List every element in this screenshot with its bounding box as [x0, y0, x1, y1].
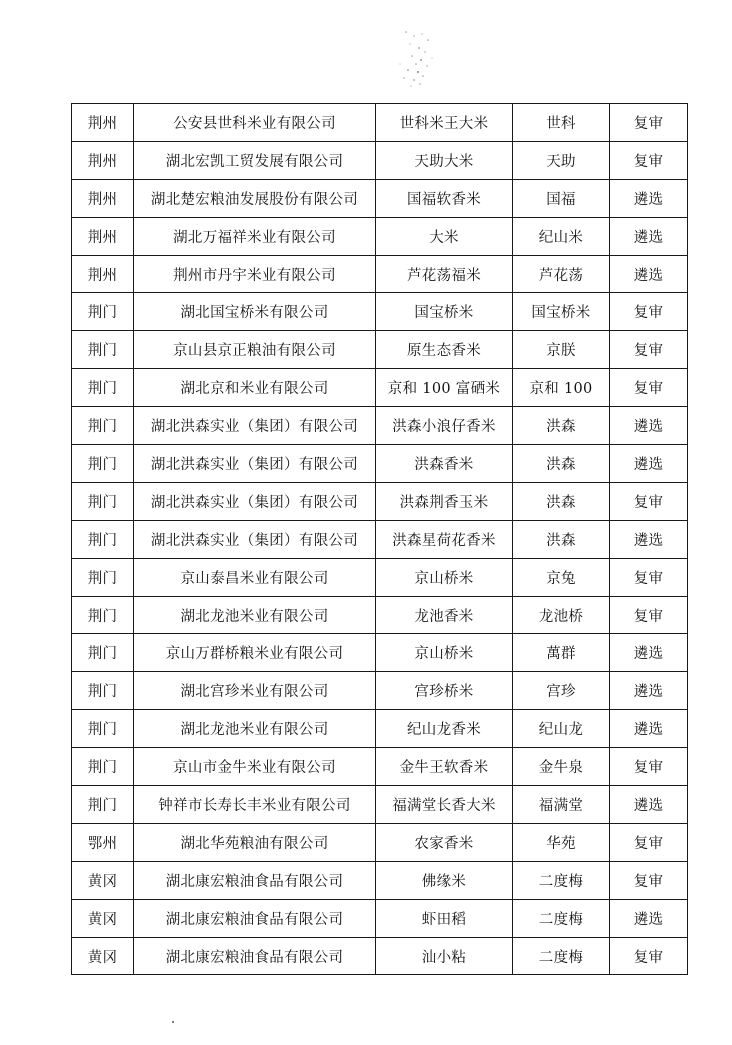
brand-cell: 芦花荡 [513, 255, 610, 293]
company-cell: 京山万群桥粮米业有限公司 [134, 634, 376, 672]
city-cell: 荆州 [72, 217, 134, 255]
status-cell: 复审 [610, 748, 688, 786]
table-row [72, 217, 688, 255]
brand-cell: 宫珍 [513, 672, 610, 710]
product-cell: 洪森星荷花香米 [376, 520, 513, 558]
city-cell: 荆门 [72, 331, 134, 369]
company-cell: 湖北康宏粮油食品有限公司 [134, 899, 376, 937]
table-row [72, 179, 688, 217]
product-cell: 农家香米 [376, 823, 513, 861]
company-cell: 湖北洪森实业（集团）有限公司 [134, 482, 376, 520]
company-cell: 湖北康宏粮油食品有限公司 [134, 937, 376, 975]
company-cell: 湖北华苑粮油有限公司 [134, 823, 376, 861]
company-cell: 湖北国宝桥米有限公司 [134, 293, 376, 331]
brand-cell: 洪森 [513, 445, 610, 483]
brand-cell: 世科 [513, 104, 610, 142]
city-cell: 荆门 [72, 558, 134, 596]
brand-cell: 洪森 [513, 482, 610, 520]
city-cell: 荆门 [72, 293, 134, 331]
table-row [72, 748, 688, 786]
brand-cell: 京和 100 [513, 369, 610, 407]
product-cell: 宫珍桥米 [376, 672, 513, 710]
status-cell: 遴选 [610, 710, 688, 748]
brand-cell: 二度梅 [513, 899, 610, 937]
brand-cell: 纪山龙 [513, 710, 610, 748]
product-cell: 原生态香米 [376, 331, 513, 369]
scan-noise-mark [392, 28, 442, 94]
company-cell: 京山县京正粮油有限公司 [134, 331, 376, 369]
company-cell: 湖北宫珍米业有限公司 [134, 672, 376, 710]
table-row [72, 899, 688, 937]
city-cell: 荆门 [72, 634, 134, 672]
status-cell: 复审 [610, 861, 688, 899]
brand-cell: 京朕 [513, 331, 610, 369]
company-cell: 荆州市丹宇米业有限公司 [134, 255, 376, 293]
table-row [72, 331, 688, 369]
city-cell: 荆门 [72, 596, 134, 634]
city-cell: 鄂州 [72, 823, 134, 861]
product-cell: 佛缘米 [376, 861, 513, 899]
city-cell: 荆门 [72, 520, 134, 558]
city-cell: 荆门 [72, 672, 134, 710]
brand-cell: 国福 [513, 179, 610, 217]
status-cell: 遴选 [610, 217, 688, 255]
product-cell: 京山桥米 [376, 558, 513, 596]
status-cell: 复审 [610, 141, 688, 179]
city-cell: 荆门 [72, 710, 134, 748]
status-cell: 遴选 [610, 179, 688, 217]
status-cell: 复审 [610, 293, 688, 331]
city-cell: 黄冈 [72, 937, 134, 975]
product-cell: 国宝桥米 [376, 293, 513, 331]
brand-cell: 福满堂 [513, 786, 610, 824]
city-cell: 荆州 [72, 141, 134, 179]
city-cell: 荆州 [72, 255, 134, 293]
company-cell: 湖北龙池米业有限公司 [134, 710, 376, 748]
status-cell: 复审 [610, 937, 688, 975]
city-cell: 荆门 [72, 445, 134, 483]
table-row [72, 710, 688, 748]
product-cell: 汕小粘 [376, 937, 513, 975]
table-row [72, 407, 688, 445]
city-cell: 荆州 [72, 104, 134, 142]
company-cell: 湖北龙池米业有限公司 [134, 596, 376, 634]
brand-cell: 二度梅 [513, 937, 610, 975]
brand-cell: 洪森 [513, 520, 610, 558]
status-cell: 遴选 [610, 672, 688, 710]
table-row [72, 520, 688, 558]
status-cell: 复审 [610, 331, 688, 369]
product-cell: 洪森荆香玉米 [376, 482, 513, 520]
product-cell: 京山桥米 [376, 634, 513, 672]
product-cell: 纪山龙香米 [376, 710, 513, 748]
company-cell: 京山市金牛米业有限公司 [134, 748, 376, 786]
city-cell: 荆州 [72, 179, 134, 217]
product-cell: 大米 [376, 217, 513, 255]
status-cell: 遴选 [610, 407, 688, 445]
status-cell: 复审 [610, 558, 688, 596]
product-cell: 京和 100 富硒米 [376, 369, 513, 407]
status-cell: 遴选 [610, 445, 688, 483]
city-cell: 荆门 [72, 407, 134, 445]
brand-cell: 洪森 [513, 407, 610, 445]
product-cell: 天助大米 [376, 141, 513, 179]
company-cell: 京山泰昌米业有限公司 [134, 558, 376, 596]
status-cell: 复审 [610, 104, 688, 142]
status-cell: 遴选 [610, 634, 688, 672]
status-cell: 复审 [610, 369, 688, 407]
rice-product-table [71, 103, 688, 975]
product-cell: 龙池香米 [376, 596, 513, 634]
product-cell: 洪森香米 [376, 445, 513, 483]
city-cell: 黄冈 [72, 899, 134, 937]
brand-cell: 华苑 [513, 823, 610, 861]
status-cell: 复审 [610, 823, 688, 861]
company-cell: 湖北洪森实业（集团）有限公司 [134, 445, 376, 483]
company-cell: 湖北万福祥米业有限公司 [134, 217, 376, 255]
company-cell: 湖北京和米业有限公司 [134, 369, 376, 407]
city-cell: 荆门 [72, 369, 134, 407]
brand-cell: 国宝桥米 [513, 293, 610, 331]
company-cell: 湖北洪森实业（集团）有限公司 [134, 520, 376, 558]
brand-cell: 纪山米 [513, 217, 610, 255]
brand-cell: 京兔 [513, 558, 610, 596]
brand-cell: 金牛泉 [513, 748, 610, 786]
company-cell: 湖北康宏粮油食品有限公司 [134, 861, 376, 899]
table-row [72, 672, 688, 710]
company-cell: 钟祥市长寿长丰米业有限公司 [134, 786, 376, 824]
table-row [72, 823, 688, 861]
table-row [72, 445, 688, 483]
company-cell: 湖北宏凯工贸发展有限公司 [134, 141, 376, 179]
table-row [72, 861, 688, 899]
status-cell: 遴选 [610, 255, 688, 293]
scan-dot [172, 1021, 174, 1023]
product-cell: 世科米王大米 [376, 104, 513, 142]
brand-cell: 萬群 [513, 634, 610, 672]
company-cell: 湖北楚宏粮油发展股份有限公司 [134, 179, 376, 217]
status-cell: 复审 [610, 482, 688, 520]
brand-cell: 二度梅 [513, 861, 610, 899]
brand-cell: 龙池桥 [513, 596, 610, 634]
table-row [72, 558, 688, 596]
status-cell: 复审 [610, 596, 688, 634]
table-row [72, 786, 688, 824]
table-body [72, 104, 688, 975]
status-cell: 遴选 [610, 520, 688, 558]
table-row [72, 596, 688, 634]
company-cell: 公安县世科米业有限公司 [134, 104, 376, 142]
product-cell: 国福软香米 [376, 179, 513, 217]
city-cell: 荆门 [72, 482, 134, 520]
product-cell: 虾田稻 [376, 899, 513, 937]
table-row [72, 104, 688, 142]
table-row [72, 255, 688, 293]
city-cell: 荆门 [72, 748, 134, 786]
product-cell: 福满堂长香大米 [376, 786, 513, 824]
brand-cell: 天助 [513, 141, 610, 179]
product-cell: 金牛王软香米 [376, 748, 513, 786]
product-cell: 洪森小浪仔香米 [376, 407, 513, 445]
status-cell: 遴选 [610, 899, 688, 937]
city-cell: 荆门 [72, 786, 134, 824]
table-row [72, 141, 688, 179]
product-cell: 芦花荡福米 [376, 255, 513, 293]
table-row [72, 293, 688, 331]
table-row [72, 937, 688, 975]
table-row [72, 482, 688, 520]
city-cell: 黄冈 [72, 861, 134, 899]
company-cell: 湖北洪森实业（集团）有限公司 [134, 407, 376, 445]
status-cell: 遴选 [610, 786, 688, 824]
table-row [72, 634, 688, 672]
table-row [72, 369, 688, 407]
